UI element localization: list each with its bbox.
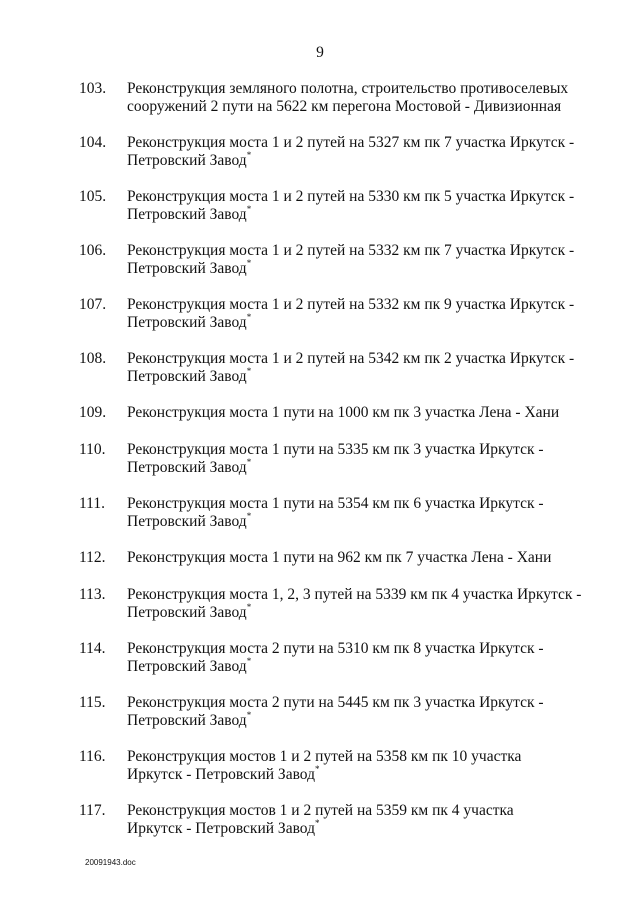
item-text-line1: Реконструкция моста 1, 2, 3 путей на 5339 км пк 4 участка Иркутск - bbox=[127, 586, 582, 603]
item-text bbox=[127, 441, 599, 477]
list-item bbox=[79, 748, 599, 784]
list-item bbox=[79, 694, 599, 730]
item-text-line2: Петровский Завод bbox=[127, 314, 247, 331]
footnote-mark: * bbox=[246, 601, 252, 612]
item-text-line2: Петровский Завод bbox=[127, 513, 247, 530]
footnote-mark: * bbox=[246, 456, 252, 467]
footnote-mark: * bbox=[314, 817, 320, 828]
item-number: 103. bbox=[79, 80, 107, 97]
footnote-mark: * bbox=[246, 311, 252, 322]
footnote-mark: * bbox=[246, 203, 252, 214]
item-text bbox=[127, 802, 599, 838]
item-text-line1: Реконструкция мостов 1 и 2 путей на 5359 км пк 4 участка bbox=[127, 802, 514, 819]
item-text-line1: Реконструкция моста 1 и 2 путей на 5332 км пк 7 участка Иркутск - bbox=[127, 242, 575, 259]
item-text-line1: Реконструкция моста 1 и 2 путей на 5330 км пк 5 участка Иркутск - bbox=[127, 188, 575, 205]
item-text-line2: Петровский Завод bbox=[127, 712, 247, 729]
list-item bbox=[79, 134, 599, 170]
item-number: 108. bbox=[79, 350, 107, 367]
item-text bbox=[127, 296, 599, 332]
item-text-line1: Реконструкция моста 1 и 2 путей на 5327 км пк 7 участка Иркутск - bbox=[127, 134, 575, 151]
list-item bbox=[79, 495, 599, 531]
item-number: 110. bbox=[79, 441, 106, 458]
footnote-mark: * bbox=[246, 510, 252, 521]
item-number: 109. bbox=[79, 404, 107, 421]
item-text-line2: Петровский Завод bbox=[127, 604, 247, 621]
item-text-line2: сооружений 2 пути на 5622 км перегона Мостовой - Дивизионная bbox=[127, 98, 562, 115]
item-text bbox=[127, 694, 599, 730]
item-text-line2: Иркутск - Петровский Завод bbox=[127, 820, 315, 837]
item-number: 111. bbox=[79, 495, 105, 512]
item-text bbox=[127, 242, 599, 278]
footnote-mark: * bbox=[246, 365, 252, 376]
page-number: 9 bbox=[316, 44, 324, 61]
item-text-line1: Реконструкция земляного полотна, строительство противоселевых bbox=[127, 80, 569, 97]
list-item bbox=[79, 802, 599, 838]
list-item bbox=[79, 80, 599, 116]
item-number: 105. bbox=[79, 188, 107, 205]
item-number: 117. bbox=[79, 802, 106, 819]
list-item bbox=[79, 441, 599, 477]
item-number: 112. bbox=[79, 549, 106, 566]
list-item bbox=[79, 242, 599, 278]
item-text-line1: Реконструкция моста 1 и 2 путей на 5342 км пк 2 участка Иркутск - bbox=[127, 350, 575, 367]
item-text-line1: Реконструкция моста 1 пути на 962 км пк 7 участка Лена - Хани bbox=[127, 549, 552, 566]
item-text-line1: Реконструкция моста 2 пути на 5445 км пк 3 участка Иркутск - bbox=[127, 694, 544, 711]
item-text-line1: Реконструкция моста 1 пути на 5354 км пк 6 участка Иркутск - bbox=[127, 495, 544, 512]
item-text bbox=[127, 134, 599, 170]
item-list bbox=[79, 80, 599, 838]
list-item bbox=[79, 404, 599, 422]
item-text-line2: Иркутск - Петровский Завод bbox=[127, 766, 315, 783]
item-number: 114. bbox=[79, 640, 106, 657]
list-item bbox=[79, 296, 599, 332]
item-text-line2: Петровский Завод bbox=[127, 260, 247, 277]
list-item bbox=[79, 188, 599, 224]
item-text bbox=[127, 748, 599, 784]
item-text bbox=[127, 188, 599, 224]
list-item bbox=[79, 549, 599, 567]
list-item bbox=[79, 640, 599, 676]
footnote-mark: * bbox=[246, 655, 252, 666]
item-number: 116. bbox=[79, 748, 106, 765]
item-number: 113. bbox=[79, 586, 106, 603]
item-number: 104. bbox=[79, 134, 107, 151]
list-item bbox=[79, 350, 599, 386]
item-text bbox=[127, 80, 599, 116]
footnote-mark: * bbox=[246, 709, 252, 720]
list-item bbox=[79, 586, 599, 622]
footnote-mark: * bbox=[314, 763, 320, 774]
item-text bbox=[127, 586, 599, 622]
item-text-line2: Петровский Завод bbox=[127, 152, 247, 169]
item-number: 107. bbox=[79, 296, 107, 313]
footnote-mark: * bbox=[246, 149, 252, 160]
item-text-line1: Реконструкция моста 1 пути на 1000 км пк 3 участка Лена - Хани bbox=[127, 404, 560, 421]
item-text-line1: Реконструкция моста 1 пути на 5335 км пк 3 участка Иркутск - bbox=[127, 441, 544, 458]
item-text-line2: Петровский Завод bbox=[127, 206, 247, 223]
item-text bbox=[127, 549, 599, 567]
item-text-line1: Реконструкция моста 2 пути на 5310 км пк 8 участка Иркутск - bbox=[127, 640, 544, 657]
footnote-mark: * bbox=[246, 257, 252, 268]
item-text bbox=[127, 350, 599, 386]
item-text-line1: Реконструкция моста 1 и 2 путей на 5332 км пк 9 участка Иркутск - bbox=[127, 296, 575, 313]
item-number: 115. bbox=[79, 694, 106, 711]
item-text bbox=[127, 404, 599, 422]
item-text-line1: Реконструкция мостов 1 и 2 путей на 5358 км пк 10 участка bbox=[127, 748, 522, 765]
item-text bbox=[127, 640, 599, 676]
item-text bbox=[127, 495, 599, 531]
item-text-line2: Петровский Завод bbox=[127, 459, 247, 476]
item-text-line2: Петровский Завод bbox=[127, 658, 247, 675]
item-number: 106. bbox=[79, 242, 107, 259]
document-filename: 20091943.doc bbox=[85, 858, 136, 867]
item-text-line2: Петровский Завод bbox=[127, 368, 247, 385]
